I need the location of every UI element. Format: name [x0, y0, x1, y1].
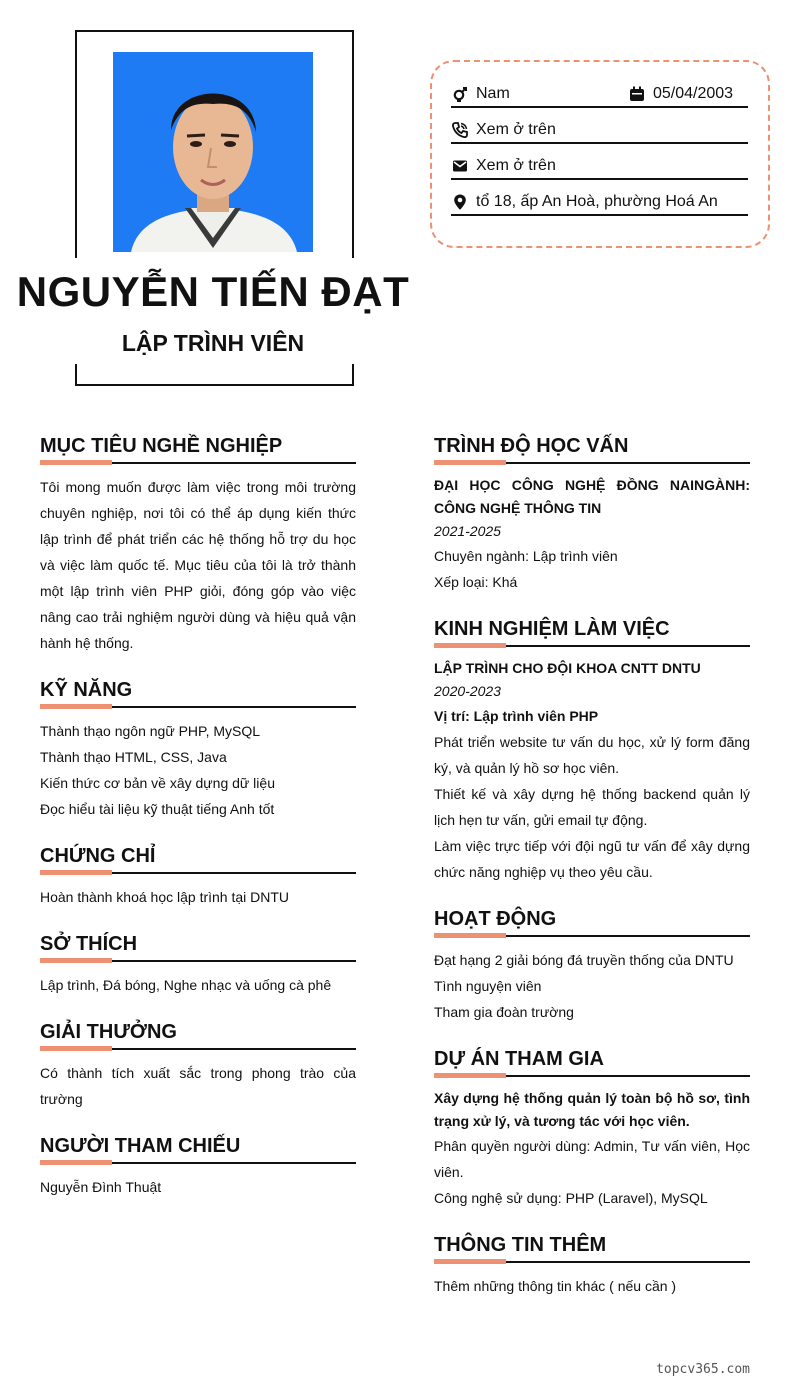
section-title: THÔNG TIN THÊM	[434, 1233, 750, 1263]
experience-duty: Phát triển website tư vấn du học, xử lý form đăng ký, và quản lý hồ sơ học viên.	[434, 734, 750, 776]
skill-item: Kiến thức cơ bản về xây dựng dữ liệu	[40, 775, 275, 791]
section-hobbies	[40, 932, 356, 998]
phone-icon	[452, 122, 468, 138]
address-value: tổ 18, ấp An Hoà, phường Hoá An	[476, 193, 718, 210]
candidate-name: NGUYỄN TIẾN ĐẠT	[16, 268, 410, 315]
skill-item: Thành thạo HTML, CSS, Java	[40, 749, 227, 765]
watermark: topcv365.com	[656, 1362, 750, 1377]
skill-item: Thành thạo ngôn ngữ PHP, MySQL	[40, 723, 261, 739]
section-experience	[434, 617, 750, 885]
hobbies-text: Lập trình, Đá bóng, Nghe nhạc và uống cà phê	[40, 977, 332, 993]
photo-frame-bottom	[75, 364, 354, 386]
experience-duty: Thiết kế và xây dựng hệ thống backend quản lý lịch hẹn tư vấn, gửi email tự động.	[434, 786, 750, 828]
project-detail: Công nghệ sử dụng: PHP (Laravel), MySQL	[434, 1190, 708, 1206]
school-name: ĐẠI HỌC CÔNG NGHỆ ĐỒNG NAINGÀNH: CÔNG NGHỆ THÔNG TIN	[434, 477, 750, 516]
education-major: Chuyên ngành: Lập trình viên	[434, 548, 618, 564]
section-projects	[434, 1047, 750, 1211]
left-column	[40, 434, 356, 1222]
email-value: Xem ở trên	[476, 157, 556, 174]
section-title: CHỨNG CHỈ	[40, 844, 356, 874]
section-awards	[40, 1020, 356, 1112]
section-skills	[40, 678, 356, 822]
section-title: SỞ THÍCH	[40, 932, 356, 962]
contact-row-phone	[451, 120, 748, 144]
section-certificates	[40, 844, 356, 910]
section-title: MỤC TIÊU NGHỀ NGHIỆP	[40, 434, 356, 464]
section-title: DỰ ÁN THAM GIA	[434, 1047, 750, 1077]
right-column	[434, 434, 750, 1321]
section-activities	[434, 907, 750, 1025]
contact-row-email	[451, 156, 748, 180]
job-title: LẬP TRÌNH VIÊN	[121, 330, 305, 356]
experience-duty: Làm việc trực tiếp với đội ngũ tư vấn để xây dựng chức năng nghiệp vụ theo yêu cầu.	[434, 838, 750, 880]
section-title: GIẢI THƯỞNG	[40, 1020, 356, 1050]
section-title: KỸ NĂNG	[40, 678, 356, 708]
reference-name: Nguyễn Đình Thuật	[40, 1179, 162, 1195]
objective-text: Tôi mong muốn được làm việc trong môi trường chuyên nghiệp, nơi tôi có thể áp dụng kiến thức lập trình để phát triển các hệ thống hỗ trợ du học và việc làm quốc tế. Mục tiêu của tôi là trở thành một lập trình viên PHP giỏi, đóng góp vào việc nâng cao trải nghiệm người dùng và hiệu quả vận hành hệ thống.	[40, 479, 356, 651]
education-grade: Xếp loại: Khá	[434, 574, 518, 590]
gender-icon	[452, 86, 468, 102]
company-name: LẬP TRÌNH CHO ĐỘI KHOA CNTT DNTU	[434, 660, 701, 676]
experience-period: 2020-2023	[434, 683, 501, 699]
activity-item: Đạt hạng 2 giải bóng đá truyền thống của DNTU	[434, 952, 734, 968]
phone-value: Xem ở trên	[476, 121, 556, 138]
section-title: KINH NGHIỆM LÀM VIỆC	[434, 617, 750, 647]
section-objective	[40, 434, 356, 656]
education-period: 2021-2025	[434, 523, 501, 539]
contact-row-address	[451, 192, 748, 216]
activity-item: Tham gia đoàn trường	[434, 1004, 574, 1020]
project-detail: Phân quyền người dùng: Admin, Tư vấn viên, Học viên.	[434, 1138, 750, 1180]
project-name: Xây dựng hệ thống quản lý toàn bộ hồ sơ, tình trạng xử lý, và tương tác với học viên.	[434, 1090, 750, 1129]
calendar-icon	[629, 86, 645, 102]
awards-text: Có thành tích xuất sắc trong phong trào của trường	[40, 1065, 356, 1107]
section-references	[40, 1134, 356, 1200]
location-pin-icon	[452, 194, 468, 210]
section-title: NGƯỜI THAM CHIẾU	[40, 1134, 356, 1164]
certificate-item: Hoàn thành khoá học lập trình tại DNTU	[40, 889, 290, 905]
experience-position: Vị trí: Lập trình viên PHP	[434, 708, 599, 724]
contact-row-gender-dob	[451, 84, 748, 108]
section-extra-info	[434, 1233, 750, 1299]
gender-value: Nam	[476, 85, 510, 102]
section-title: HOẠT ĐỘNG	[434, 907, 750, 937]
section-title: TRÌNH ĐỘ HỌC VẤN	[434, 434, 750, 464]
section-education	[434, 434, 750, 595]
dob-value: 05/04/2003	[653, 85, 734, 102]
profile-photo	[113, 52, 313, 252]
activity-item: Tình nguyện viên	[434, 978, 542, 994]
extra-info-text: Thêm những thông tin khác ( nếu cần )	[434, 1278, 677, 1294]
skill-item: Đọc hiểu tài liệu kỹ thuật tiếng Anh tốt	[40, 801, 275, 817]
email-icon	[452, 158, 468, 174]
